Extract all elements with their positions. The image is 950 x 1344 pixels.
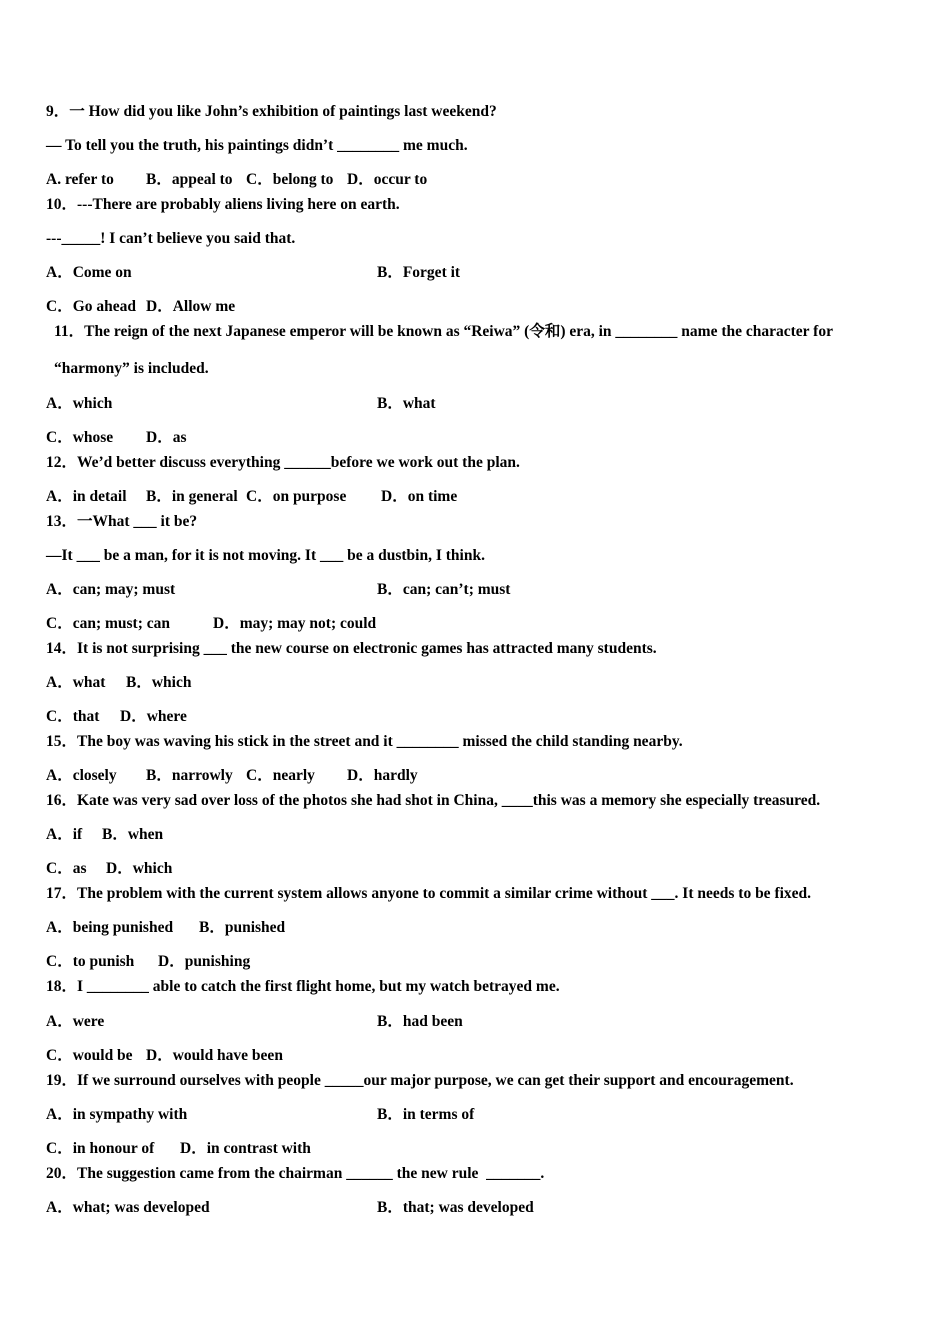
option-c[interactable]: C．nearly [246, 767, 315, 784]
option-c[interactable]: C．whose [46, 429, 114, 446]
option-d[interactable]: D．punishing [158, 953, 251, 970]
option-a[interactable]: A. refer to [46, 171, 114, 188]
option-a[interactable]: A．were [46, 1013, 105, 1030]
question-stem: 12．We’d better discuss everything ______before we work out the plan. [46, 454, 520, 471]
option-c[interactable]: C．that [46, 708, 100, 725]
option-a[interactable]: A．what; was developed [46, 1199, 210, 1216]
question-stem: —It ___ be a man, for it is not moving. It ___ be a dustbin, I think. [46, 547, 485, 564]
question-stem: “harmony” is included. [54, 360, 209, 377]
option-d[interactable]: D．as [146, 429, 187, 446]
option-d[interactable]: D．which [106, 860, 173, 877]
option-a[interactable]: A．what [46, 674, 106, 691]
option-a[interactable]: A．in sympathy with [46, 1106, 188, 1123]
option-b[interactable]: B．what [377, 395, 436, 412]
option-b[interactable]: B．punished [199, 919, 286, 936]
option-d[interactable]: D．where [120, 708, 187, 725]
option-b[interactable]: B．which [126, 674, 192, 691]
option-a[interactable]: A．Come on [46, 264, 132, 281]
option-b[interactable]: B．can; can’t; must [377, 581, 511, 598]
question-stem: 20．The suggestion came from the chairman ______ the new rule _______. [46, 1165, 545, 1182]
option-c[interactable]: C．belong to [246, 171, 334, 188]
option-c[interactable]: C．as [46, 860, 87, 877]
question-stem: 17．The problem with the current system allows anyone to commit a similar crime without ___. It needs to be fixed. [46, 885, 812, 902]
option-c[interactable]: C．on purpose [246, 488, 347, 505]
option-b[interactable]: B．Forget it [377, 264, 461, 281]
option-a[interactable]: A．can; may; must [46, 581, 176, 598]
question-stem: 19．If we surround ourselves with people _____our major purpose, we can get their support and encouragement. [46, 1072, 794, 1089]
option-b[interactable]: B．narrowly [146, 767, 233, 784]
question-stem: 13．一What ___ it be? [46, 513, 198, 530]
option-a[interactable]: A．in detail [46, 488, 127, 505]
option-b[interactable]: B．when [102, 826, 164, 843]
question-stem: 11．The reign of the next Japanese emperor will be known as “Reiwa” (令和) era, in ________ name the character for [54, 323, 833, 340]
option-b[interactable]: B．appeal to [146, 171, 233, 188]
question-stem: 14．It is not surprising ___ the new course on electronic games has attracted many students. [46, 640, 657, 657]
question-stem: 10．---There are probably aliens living here on earth. [46, 196, 400, 213]
question-stem: 18．I ________ able to catch the first flight home, but my watch betrayed me. [46, 978, 560, 995]
question-stem: — To tell you the truth, his paintings didn’t ________ me much. [46, 137, 468, 154]
option-d[interactable]: D．in contrast with [180, 1140, 311, 1157]
option-c[interactable]: C．in honour of [46, 1140, 155, 1157]
question-stem: ---_____! I can’t believe you said that. [46, 230, 296, 247]
option-a[interactable]: A．closely [46, 767, 117, 784]
option-d[interactable]: D．Allow me [146, 298, 236, 315]
option-b[interactable]: B．that; was developed [377, 1199, 534, 1216]
option-a[interactable]: A．which [46, 395, 113, 412]
question-stem: 9．一 How did you like John’s exhibition of paintings last weekend? [46, 103, 497, 120]
option-b[interactable]: B．in terms of [377, 1106, 475, 1123]
option-a[interactable]: A．if [46, 826, 83, 843]
question-stem: 16．Kate was very sad over loss of the photos she had shot in China, ____this was a memory she especially treasured. [46, 792, 821, 809]
option-c[interactable]: C．can; must; can [46, 615, 170, 632]
option-c[interactable]: C．Go ahead [46, 298, 136, 315]
option-b[interactable]: B．had been [377, 1013, 463, 1030]
question-stem: 15．The boy was waving his stick in the street and it ________ missed the child standing nearby. [46, 733, 683, 750]
option-c[interactable]: C．would be [46, 1047, 133, 1064]
option-b[interactable]: B．in general [146, 488, 238, 505]
option-d[interactable]: D．on time [381, 488, 458, 505]
option-a[interactable]: A．being punished [46, 919, 174, 936]
option-d[interactable]: D．may; may not; could [213, 615, 377, 632]
option-c[interactable]: C．to punish [46, 953, 135, 970]
option-d[interactable]: D．occur to [347, 171, 428, 188]
option-d[interactable]: D．would have been [146, 1047, 283, 1064]
option-d[interactable]: D．hardly [347, 767, 418, 784]
